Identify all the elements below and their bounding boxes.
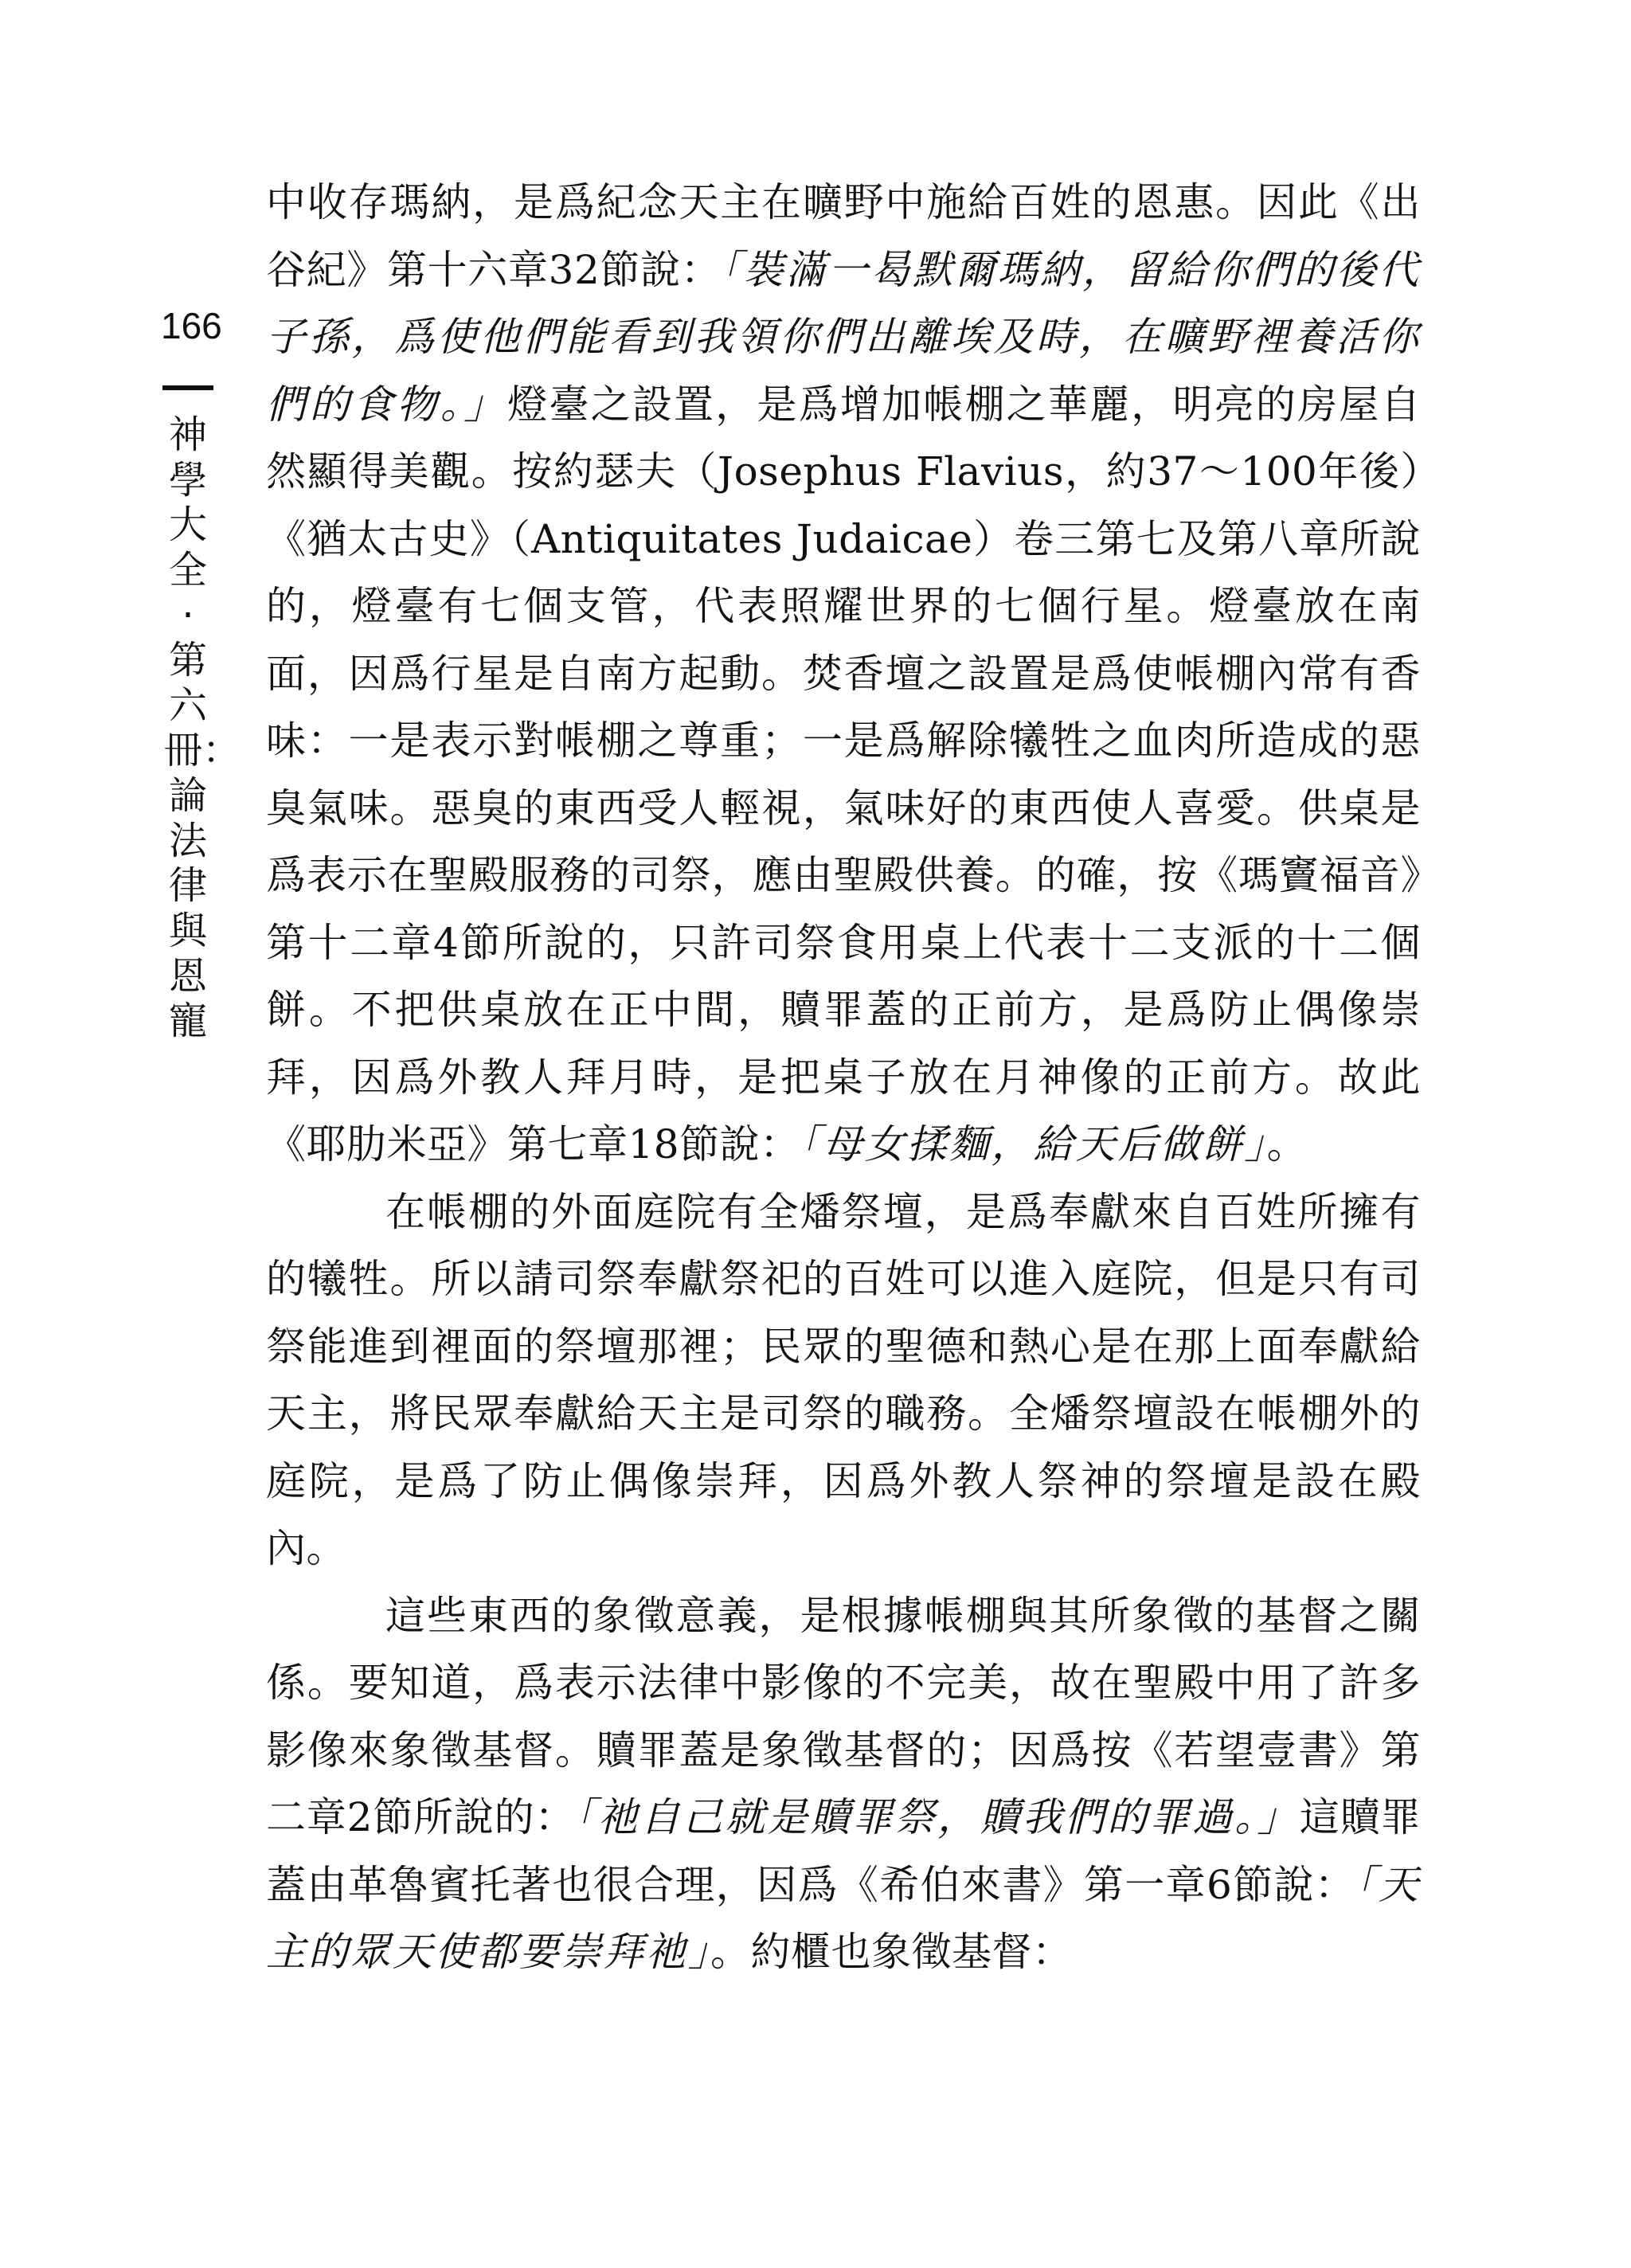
text-run: 中收存瑪納，是爲紀念天主在曠野中施給百姓的恩惠。因此《出谷紀》第十六章32節說： [266, 179, 1421, 293]
text-run: 。約櫃也象徵基督： [710, 1929, 1073, 1975]
text-run: 這些東西的象徵意義，是根據帳棚與其所象徵的基督之關係。要知道，爲表示法律中影像的不完美，故在聖殿中用了許多影像來象徵基督。贖罪蓋是象徵基督的；因爲按《若望壹書》第二章2節所說的： [266, 1592, 1421, 1840]
scripture-quote: 「母女揉麵，給天后做餅」 [800, 1121, 1267, 1167]
paragraph-3 [266, 1582, 1421, 1986]
paragraph-2 [266, 1179, 1421, 1582]
text-run: 在帳棚的外面庭院有全燔祭壇，是爲奉獻來自百姓所擁有的犧牲。所以請司祭奉獻祭祀的百姓可以進入庭院，但是只有司祭能進到裡面的祭壇那裡；民眾的聖德和熱心是在那上面奉獻給天主，將民眾奉獻給天主是司祭的職務。全燔祭壇設在帳棚外的庭院，是爲了防止偶像崇拜，因爲外教人祭神的祭壇是設在殿內。 [266, 1188, 1421, 1571]
scripture-quote: 「祂自己就是贖罪祭，贖我們的罪過。」 [575, 1794, 1300, 1840]
margin-rule [162, 385, 213, 390]
text-run: 。 [1266, 1121, 1308, 1167]
running-head: 神學大全·第六冊：論法律與恩寵 [164, 413, 241, 1044]
text-run: 燈臺之設置，是爲增加帳棚之華麗，明亮的房屋自然顯得美觀。按約瑟夫（Josephus Flavius，約37～100年後）《猶太古史》（Antiquitates Judaicae）卷三第七及第八章所說的，燈臺有七個支管，代表照耀世界的七個行星。燈臺放在南面，因爲行星是自南方起動。焚香壇之設置是爲使帳棚內常有香味：一是表示對帳棚之尊重；一是爲解除犧牲之血肉所造成的惡臭氣味。惡臭的東西受人輕視，氣味好的東西使人喜愛。供桌是爲表示在聖殿服務的司祭，應由聖殿供養。的確，按《瑪竇福音》第十二章4節所說的，只許司祭食用桌上代表十二支派的十二個餅。不把供桌放在正中間，贖罪蓋的正前方，是爲防止偶像崇拜，因爲外教人拜月時，是把桌子放在月神像的正前方。故此《耶肋米亞》第七章18節說： [266, 381, 1422, 1167]
text-run: 這贖罪蓋由革魯賓托著也很合理，因爲《希伯來書》第一章6節說： [266, 1794, 1422, 1908]
page-number: 166 [161, 305, 222, 346]
scripture-quote: 「天主的眾天使都要崇拜祂」 [266, 1861, 1422, 1975]
scripture-quote: 「裝滿一曷默爾瑪納，留給你們的後代子孫，爲使他們能看到我領你們出離埃及時，在曠野裡養活你們的食物。」 [266, 246, 1421, 428]
body-text [266, 169, 1421, 1986]
paragraph-1 [266, 169, 1421, 1179]
